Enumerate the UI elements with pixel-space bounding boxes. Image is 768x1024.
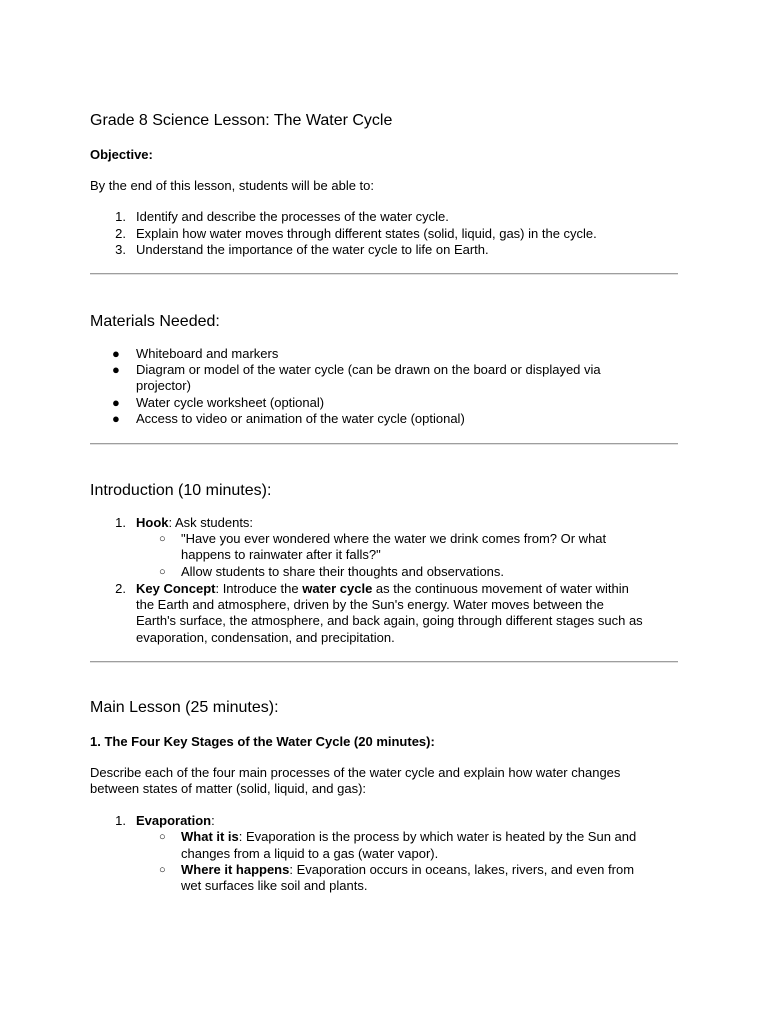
objective-item-3-number: 3. — [115, 242, 126, 257]
key-concept-text-a: : Introduce the — [215, 581, 303, 596]
key-concept-label: Key Concept — [136, 581, 216, 596]
materials-item-2-line-2: projector) — [136, 378, 191, 393]
intro-item-2-line-2: the Earth and atmosphere, driven by the Sun's energy. Water moves between the — [136, 597, 604, 612]
intro-item-1-number: 1. — [115, 515, 126, 530]
where-it-happens-label: Where it happens — [181, 862, 290, 877]
materials-heading: Materials Needed: — [90, 313, 220, 330]
objective-heading-text: Objective — [90, 147, 149, 162]
objective-item-1-text: Identify and describe the processes of the water cycle. — [136, 209, 449, 224]
where-it-happens-text: : Evaporation occurs in oceans, lakes, rivers, and even from — [289, 862, 635, 877]
main-desc-line-1: Describe each of the four main processes of the water cycle and explain how water changes — [90, 765, 621, 780]
section-divider — [90, 273, 678, 275]
key-concept-text-b: as the continuous movement of water within — [372, 581, 629, 596]
materials-item-2-line-1: Diagram or model of the water cycle (can be drawn on the board or displayed via — [136, 362, 601, 377]
evaporation-colon: : — [211, 813, 215, 828]
objective-heading-colon: : — [148, 147, 153, 162]
main-lesson-heading: Main Lesson (25 minutes): — [90, 699, 279, 716]
bullet-icon: ● — [112, 411, 120, 426]
objective-item-2-number: 2. — [115, 226, 126, 241]
hook-text: : Ask students: — [168, 515, 254, 530]
objective-item-2-text: Explain how water moves through different states (solid, liquid, gas) in the cycle. — [136, 226, 597, 241]
materials-item-4: Access to video or animation of the water cycle (optional) — [136, 411, 465, 426]
bullet-icon: ● — [112, 395, 120, 410]
four-stages-subheading: 1. The Four Key Stages of the Water Cycle (20 minutes): — [90, 734, 435, 749]
bullet-icon: ● — [112, 362, 120, 377]
main-desc-line-2: between states of matter (solid, liquid, and gas): — [90, 781, 367, 796]
materials-item-3: Water cycle worksheet (optional) — [136, 395, 325, 410]
page-title: Grade 8 Science Lesson: The Water Cycle — [90, 112, 393, 129]
hook-question-line-1: "Have you ever wondered where the water we drink comes from? Or what — [181, 531, 607, 546]
circle-bullet-icon: ○ — [159, 566, 166, 578]
hook-share-text: Allow students to share their thoughts and observations. — [181, 564, 505, 579]
introduction-heading: Introduction (10 minutes): — [90, 482, 272, 499]
intro-item-1-line — [136, 515, 253, 532]
where-it-happens-line-1 — [181, 862, 634, 879]
bullet-icon: ● — [112, 346, 120, 361]
hook-question-line-2: happens to rainwater after it falls?" — [181, 547, 381, 562]
circle-bullet-icon: ○ — [159, 864, 166, 876]
materials-item-1: Whiteboard and markers — [136, 346, 279, 361]
evaporation-label: Evaporation — [136, 813, 212, 828]
circle-bullet-icon: ○ — [159, 831, 166, 843]
water-cycle-term: water cycle — [302, 581, 373, 596]
section-divider — [90, 661, 678, 663]
intro-item-2-line-4: evaporation, condensation, and precipitation. — [136, 630, 395, 645]
objective-heading — [90, 146, 153, 163]
what-it-is-line-2: changes from a liquid to a gas (water vapor). — [181, 846, 439, 861]
intro-item-2-line-3: Earth's surface, the atmosphere, and back again, going through different stages such as — [136, 613, 643, 628]
objective-item-1-number: 1. — [115, 209, 126, 224]
objective-item-3-text: Understand the importance of the water cycle to life on Earth. — [136, 242, 489, 257]
hook-label: Hook — [136, 515, 169, 530]
circle-bullet-icon: ○ — [159, 533, 166, 545]
what-it-is-text: : Evaporation is the process by which water is heated by the Sun and — [238, 829, 637, 844]
what-it-is-line-1 — [181, 829, 636, 846]
stage-1-title — [136, 813, 215, 830]
section-divider — [90, 443, 678, 445]
objective-intro: By the end of this lesson, students will be able to: — [90, 178, 375, 193]
stage-1-number: 1. — [115, 813, 126, 828]
intro-item-2-line-1 — [136, 581, 629, 598]
intro-item-2-number: 2. — [115, 581, 126, 596]
where-it-happens-line-2: wet surfaces like soil and plants. — [181, 878, 368, 893]
what-it-is-label: What it is — [181, 829, 239, 844]
